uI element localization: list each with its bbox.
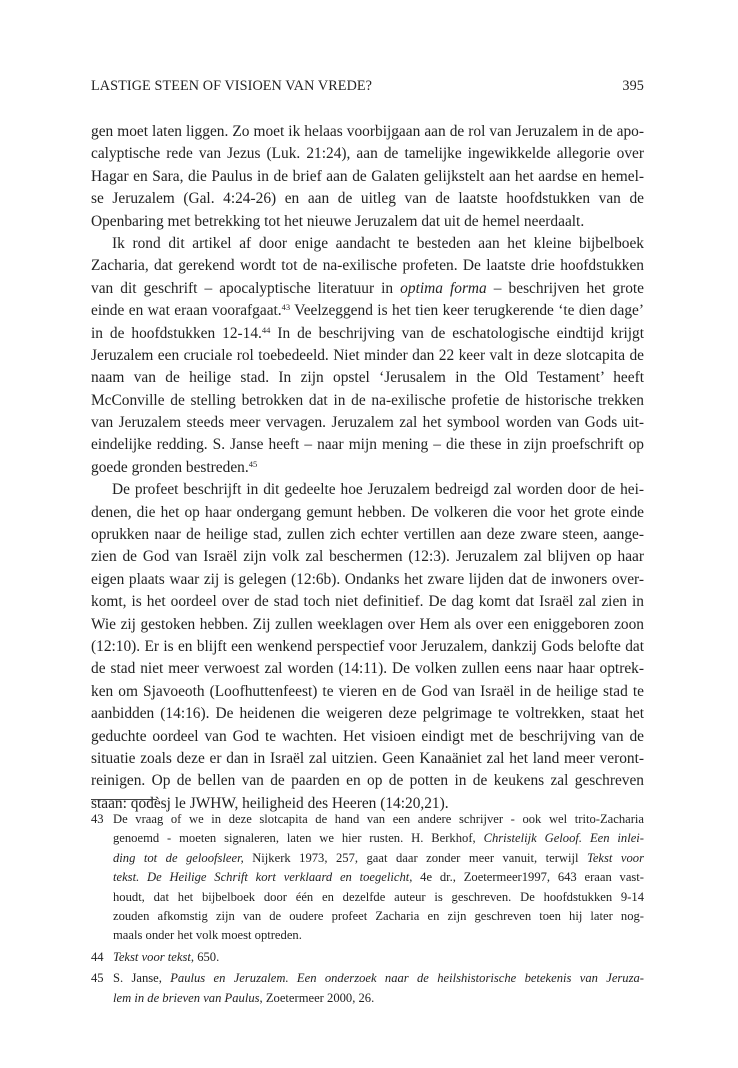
text-line: van Jeruzalem steeds meer vervagen. Jeruzalem zal het symbool worden van Gods uit-	[91, 414, 644, 432]
footnote-number: 43	[91, 812, 104, 826]
footnote-line: De vraag of we in deze slotcapita de hand van een andere schrijver - ook wel trito-Zacharia	[113, 812, 644, 826]
text-line: Jeruzalem een cruciale rol toebedeeld. Niet minder dan 22 keer valt in deze slotcapita de	[91, 346, 644, 364]
text-line: zien de God van Israël zijn volk zal beschermen (12:3). Jeruzalem zal blijven op haar	[91, 548, 644, 566]
footnote-line: tekst. De Heilige Schrift kort verklaard en toegelicht, 4e dr., Zoetermeer1997, 643 eraan vast-	[113, 870, 645, 885]
footnote-number: 45	[91, 971, 104, 986]
footnote-divider	[91, 799, 157, 800]
footnote-line: maals onder het volk moest optreden.	[113, 928, 302, 943]
footnote-ref-45[interactable]: 45	[248, 458, 258, 469]
text-line: goede gronden bestreden.$^{45}$	[91, 458, 258, 476]
text-line: calyptische rede van Jezus (Luk. 21:24), aan de tamelijke ingewikkelde allegorie over	[91, 145, 644, 163]
text-line: McConville de stelling betrokken dat in de na-exilische profetie de historische trekken	[91, 391, 644, 409]
footnote-45	[91, 969, 644, 1008]
text-line: van dit geschrift – apocalyptische literatuur in optima forma – beschrijven het grote	[91, 279, 644, 297]
text-line: reinigen. Op de bellen van de paarden en op de potten in de keukens zal geschreven	[91, 772, 644, 790]
text-line: De profeet beschrijft in dit gedeelte hoe Jeruzalem bedreigd zal worden door de hei-	[112, 481, 644, 499]
text-line: staan: qodèsj le JWHW, heiligheid des Heeren (14:20,21).	[91, 794, 449, 812]
text-line: ken om Sjavoeoth (Loofhuttenfeest) te vieren en de God van Israël in de heilige stad te	[91, 682, 644, 700]
text-line: eigen plaats waar zij is gelegen (12:6b). Ondanks het zware lijden dat de inwoners over-	[91, 570, 644, 588]
text-line: se Jeruzalem (Gal. 4:24-26) en aan de uitleg van de laatste hoofdstukken van de	[91, 190, 644, 208]
footnote-line: lem in de brieven van Paulus, Zoetermeer 2000, 26.	[113, 990, 375, 1005]
text-line: eindelijke redding. S. Janse heeft – naar mijn mening – die these in zijn proefschrift op	[91, 436, 644, 454]
footnote-line: zouden afkomstig zijn van de oudere profeet Zacharia en zijn geschreven toen hij later nog-	[113, 908, 644, 923]
text-line: Ik rond dit artikel af door enige aandacht te besteden aan het kleine bijbelboek	[112, 234, 644, 252]
text-line: naam van de heilige stad. In zijn opstel ‘Jerusalem in the Old Testament’ heeft	[91, 369, 644, 387]
text-line: aanbidden (14:16). De heidenen die weigeren deze pelgrimage te voltrekken, staat het	[91, 705, 644, 723]
footnotes	[91, 810, 644, 1010]
text-line: komt, is het oordeel over de stad toch niet definitief. De dag komt dat Israël zal zien in	[91, 593, 644, 611]
text-line: de stad niet meer verwoest zal worden (14:11). De volken zullen eens naar haar optrek-	[91, 660, 644, 678]
text-line: Wie zij gestoken hebben. Zij zullen weeklagen over Hem als over een eniggeboren zoon	[91, 615, 644, 633]
text-line: Zacharia, dat gerekend wordt tot de na-exilische profeten. De laatste drie hoofdstukken	[91, 257, 644, 275]
text-line: einde en wat eraan voorafgaat.$^{43}$ Veelzeggend is het tien keer terugkerende ‘te dien dage’	[91, 302, 644, 320]
footnote-ref-43[interactable]: 43	[281, 302, 291, 313]
footnote-line: genoemd - moeten signaleren, laten we hier rusten. H. Berkhof, Christelijk Geloof. Een inlei-	[113, 831, 644, 846]
running-title: LASTIGE STEEN OF VISIOEN VAN VREDE?	[91, 78, 373, 94]
text-line: in de hoofdstukken 12-14.44 In de beschrijving van de eschatologische eindtijd krijgt	[91, 324, 644, 342]
text-line: oprukken naar de heilige stad, zullen zich echter vertillen aan deze zware steen, aange-	[91, 526, 644, 544]
italic-phrase: optima forma	[400, 279, 487, 297]
footnote-43	[91, 810, 644, 946]
text-line: denen, die het op haar ondergang gemunt hebben. De volkeren die voor het grote einde	[91, 503, 644, 521]
text-line: (12:10). Er is en blijft een wenkend perspectief voor Jeruzalem, dankzij Gods belofte dat	[91, 637, 644, 655]
text-line: Openbaring met betrekking tot het nieuwe Jeruzalem dat uit de hemel neerdaalt.	[91, 212, 585, 230]
text-line: geduchte oordeel van God te wachten. Het visioen eindigt met de beschrijving van de	[91, 727, 644, 745]
footnote-44	[91, 948, 644, 967]
main-text	[91, 121, 644, 815]
footnote-line: Tekst voor tekst, 650.	[113, 949, 220, 964]
running-header	[91, 78, 644, 98]
footnote-ref-44[interactable]: 44	[261, 324, 271, 335]
footnote-number: 44	[91, 949, 104, 964]
footnote-line: ding tot de geloofsleer, Nijkerk 1973, 257, gaat daar zonder meer vanuit, terwijl Tekst voor	[113, 850, 644, 865]
text-line: Hagar en Sara, die Paulus in de brief aan de Galaten gelijkstelt aan het aardse en hemel-	[91, 167, 644, 185]
page-number: 395	[622, 78, 644, 94]
text-line: gen moet laten liggen. Zo moet ik helaas voorbijgaan aan de rol van Jeruzalem in de apo-	[91, 123, 644, 140]
footnote-line: S. Janse, Paulus en Jeruzalem. Een onderzoek naar de heilshistorische betekenis van Jeruza-	[113, 971, 644, 986]
footnote-line: houdt, dat het bijbelboek door één en dezelfde auteur is geschreven. De hoofdstukken 9-14	[113, 889, 644, 904]
text-line: situatie zoals deze er dan in Israël zal uitzien. Geen Kanaäniet zal het land meer veront-	[91, 749, 644, 767]
